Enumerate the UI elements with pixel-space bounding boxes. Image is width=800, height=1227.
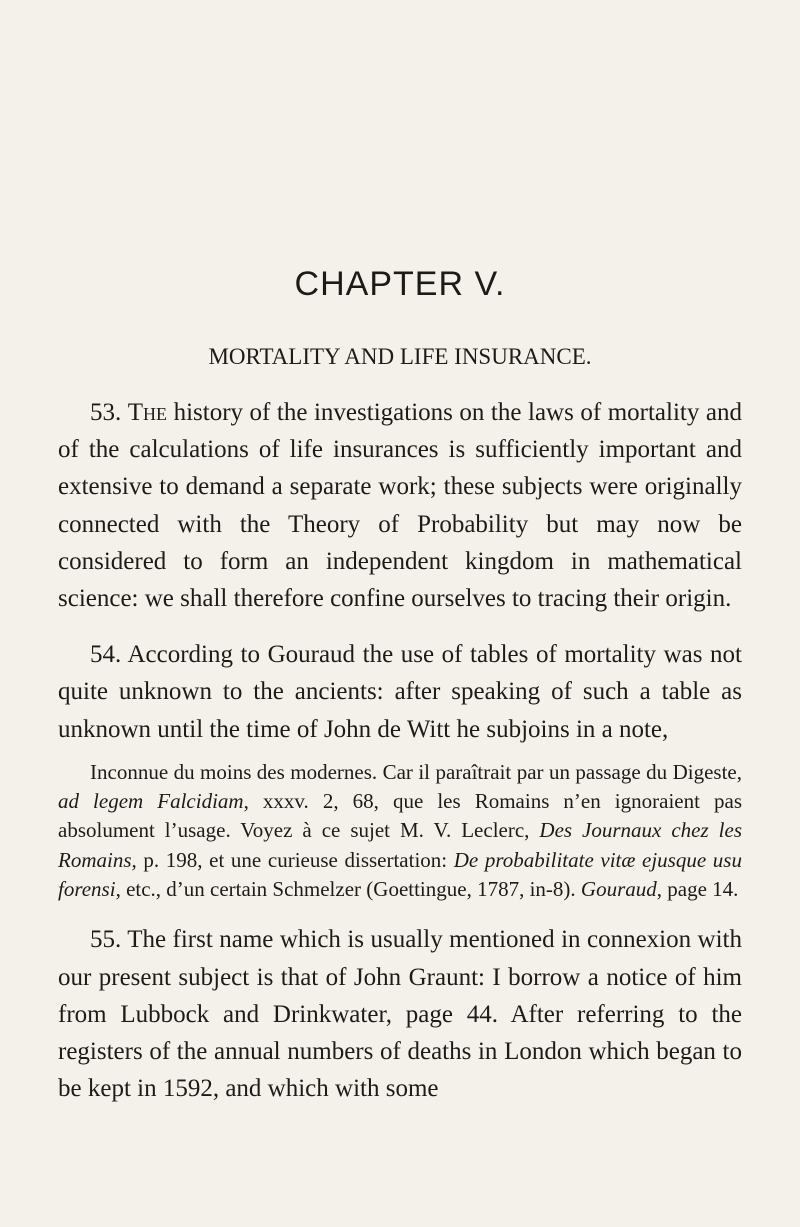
paragraph-text: According to Gouraud the use of tables of mortality was not quite unknown to the ancients: after speaking of such a table as unknown until the time of John de Witt he subjoins in a note, [58,641,742,743]
paragraph-55 [58,921,742,1107]
paragraph-53 [58,394,742,617]
paragraph-number: 53. [90,399,122,426]
quote-italic-text: ad legem Falcidiam [58,789,244,814]
paragraph-number: 55. [90,926,122,954]
paragraph-number: 54. [90,641,122,669]
quote-italic-text: Des Journaux chez les Romains [58,818,742,872]
paragraph-54 [58,636,742,748]
quote-text: , page 14. [656,877,739,902]
quote-text: , xxxv. 2, 68, que les Romains n’en ignoraient pas absolument l’usage. Voyez à ce sujet M. V. Leclerc, [58,789,742,843]
chapter-title: CHAPTER V. [294,265,506,303]
paragraph-text: history of the investigations on the laws of mortality and of the calculations of life insurances is sufficiently important and extensive to demand a separate work; these subjects were originally connected with the Theory of Probability but may now be considered to form an independent kingdom in mathematical science: we shall therefore confine ourselves to tracing their origin. [58,399,742,613]
quote-text: , etc., d’un certain Schmelzer (Goettingue, 1787, in-8). [115,877,581,902]
quote-text: Inconnue du moins des modernes. Car il paraîtrait par un passage du Digeste, [90,759,742,784]
quote-italic-text: De probabilitate vitæ ejusque usu forensi [58,847,742,902]
paragraph-lead-word: The [127,399,168,426]
quote-italic-text: Gouraud [580,877,657,902]
quote-text: , p. 198, et une curieuse dissertation: [131,847,454,872]
paragraph-text: The first name which is usually mentioned in connexion with our present subject is that of John Graunt: I borrow a notice of him from Lubbock and Drinkwater, page 44. After referring to the registers of the annual numbers of deaths in London which began to be kept in 1592, and which with some [58,926,742,1103]
french-quotation [58,758,742,904]
section-heading: MORTALITY AND LIFE INSURANCE. [208,344,592,369]
